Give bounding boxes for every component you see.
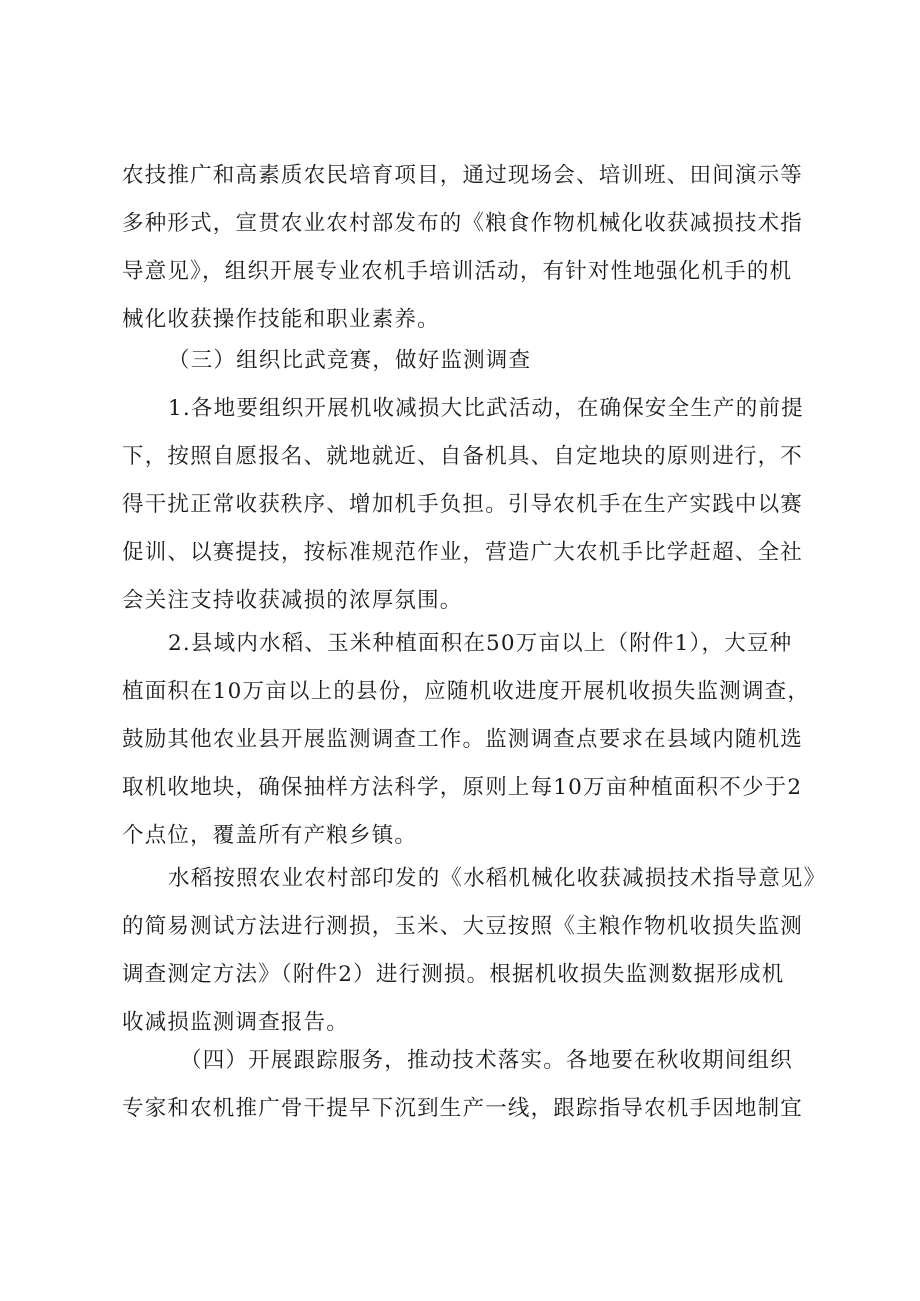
- text-line: 鼓励其他农业县开展监测调查工作。监测调查点要求在县域内随机选: [122, 727, 804, 752]
- paragraph-training: [122, 152, 812, 344]
- text-line: 1.各地要组织开展机收减损大比武活动，在确保安全生产的前提: [168, 396, 804, 421]
- text-line: 会关注支持收获减损的浓厚氛围。: [122, 588, 463, 613]
- text-line: （四）开展跟踪服务，推动技术落实。各地要在秋收期间组织: [180, 1048, 793, 1073]
- text-line: 收减损监测调查报告。: [122, 1010, 350, 1035]
- text-line: 专家和农机推广骨干提早下沉到生产一线，跟踪指导农机手因地制宜: [122, 1096, 804, 1121]
- paragraph-item-1: [122, 385, 812, 625]
- section-heading-3: [122, 337, 812, 385]
- text-line: 调查测定方法》（附件2）进行测损。根据机收损失监测数据形成机: [122, 962, 785, 987]
- text-line: 下，按照自愿报名、就地就近、自备机具、自定地块的原则进行，不: [122, 444, 804, 469]
- text-line: 促训、以赛提技，按标准规范作业，营造广大农机手比学赶超、全社: [122, 540, 804, 565]
- text-line: 械化收获操作技能和职业素养。: [122, 307, 440, 332]
- section-heading-4: [122, 1037, 812, 1133]
- text-line: 取机收地块，确保抽样方法科学，原则上每10万亩种植面积不少于2: [122, 775, 803, 800]
- text-line: 水稻按照农业农村部印发的《水稻机械化收获减损技术指导意见》: [168, 866, 827, 891]
- text-line: 个点位，覆盖所有产粮乡镇。: [122, 823, 418, 848]
- paragraph-item-2: [122, 620, 812, 860]
- text-line: 得干扰正常收获秩序、增加机手负担。引导农机手在生产实践中以赛: [122, 492, 804, 517]
- paragraph-loss-testing: [122, 855, 827, 1047]
- heading-line: （三）组织比武竞赛，做好监测调查: [168, 348, 532, 373]
- text-line: 多种形式，宣贯农业农村部发布的《粮食作物机械化收获减损技术指: [122, 211, 804, 236]
- text-line: 的简易测试方法进行测损，玉米、大豆按照《主粮作物机收损失监测: [122, 914, 804, 939]
- text-line: 农技推广和高素质农民培育项目，通过现场会、培训班、田间演示等: [122, 163, 804, 188]
- text-line: 导意见》，组织开展专业农机手培训活动，有针对性地强化机手的机: [122, 259, 793, 284]
- text-line: 2.县域内水稻、玉米种植面积在50万亩以上（附件1），大豆种: [168, 631, 793, 656]
- text-line: 植面积在10万亩以上的县份，应随机收进度开展机收损失监测调查，: [122, 679, 811, 704]
